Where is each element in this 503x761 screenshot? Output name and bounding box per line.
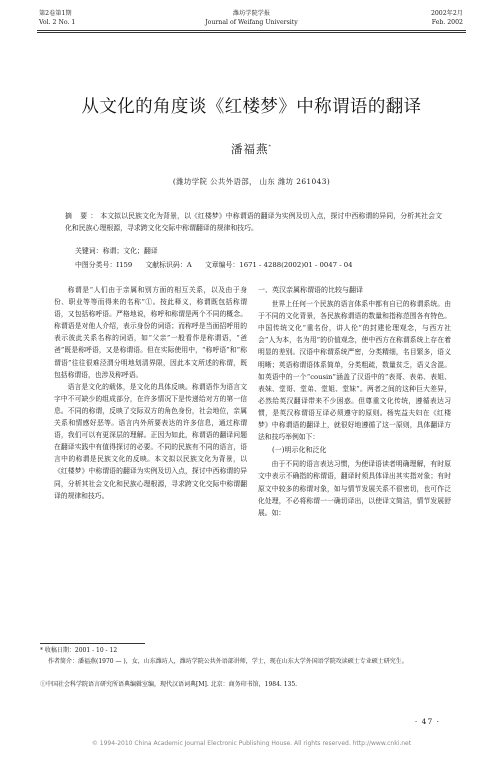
author-name: 潘福燕 <box>231 142 269 156</box>
date-en: Feb. 2002 <box>431 19 463 26</box>
author-affiliation: (潍坊学院 公共外语部， 山东 潍坊 261043) <box>172 177 331 186</box>
journal-name <box>0 9 503 27</box>
abstract <box>65 211 442 234</box>
date-cn: 2002年2月 <box>430 10 463 17</box>
copyright-footer: © 1994-2010 China Academic Journal Electronic Publishing House. All rights reserved. http://www.cnki.net <box>91 740 412 747</box>
paragraph: 由于不同的语言表达习惯，为使译语读者明确理解，有时原文中表示不确指的称谓语，翻译时须具体译出其实指对象；有时原文中较多的称谓对象，如与情节发展关系不很密切，也可作泛化处理，不必将称谓一一确切译出，以使译文简洁，情节发展舒展。如： <box>258 460 451 517</box>
header-rule-bottom <box>37 32 466 33</box>
page-number: · 47 · <box>414 717 440 726</box>
article-id: 文章编号：1671 - 4288(2002)01 - 0047 - 04 <box>204 261 353 269</box>
abstract-label: 摘 要： <box>65 212 101 220</box>
body-column-left <box>54 284 247 502</box>
article-title: 从文化的角度谈《红楼梦》中称谓语的翻译 <box>81 97 422 117</box>
keywords-text: 称谓；文化；翻译 <box>102 247 158 255</box>
body-column-right <box>258 284 451 519</box>
keywords <box>75 246 158 257</box>
paragraph: 语言是文化的载体，是文化的具体反映。称谓语作为语言文字中不可缺少的组成部分，在许多情况下是传递给对方的第一信息。不同的称谓，反映了交际双方的角色身份，社会地位，亲属关系和情感好恶等。语言内外所要表达的许多信息，通过称谓语，我们可以有更深层的理解。正因为如此，称谓语的翻译问题在翻译实践中有值得探讨的必要。不同的民族有不同的语言，语言中的称谓是民族文化的反映。本文拟以民族文化为背景，以《红楼梦》中称谓语的翻译为实例及切入点，探讨中西称谓的异同，分析其社会文化和民族心理根源，寻求跨文化交际中称谓翻译的规律和技巧。 <box>54 382 247 500</box>
volume-issue-en: Vol. 2 No. 1 <box>39 19 76 26</box>
author-footnote-mark: * <box>268 144 272 151</box>
paragraph: 世界上任何一个民族的语言体系中都有自已的称谓系统。由于不同的文化背景，各民族称谓语的数量和指称范围各有特色。中国传统文化“重名份，讲人伦”的封建伦理观念，与西方社会“人为本，名为用”的价值观念，使中西方在称谓系统上存在着明显的差别。汉语中称谓系统严密，分类精细，名目繁多，语义明晰；英语称谓语体系简单，分类粗疏，数量贫乏，语义含混。如英语中的一个“cousin”涵盖了汉语中的“表哥、表弟、表姐、表妹、堂哥、堂弟、堂姐、堂妹”。两者之间的这种巨大差异，必然给英汉翻译带来不少困惑。但尊重文化传统，遵循表达习惯，是英汉称谓语互译必须遵守的原则。杨宪益夫妇在《红楼梦》中称谓语的翻译上，就很好地遵循了这一原则，具体翻译方法和技巧举例如下： <box>258 300 451 442</box>
journal-name-en: Journal of Weifang University <box>205 19 298 26</box>
subsection-heading: (一)明示化和泛化 <box>272 446 327 455</box>
paragraph: 称谓是“人们由于亲属和别方面的相互关系，以及由于身份、职业等等而得来的名称”①。按此释义，称谓既包括称谓语，又包括称呼语。严格地说，称呼和称谓是两个不同的概念。称谓语是对他人介绍，表示身份的词语；而称呼是当面招呼用的表示彼此关系名称的词语，如“父亲”一般看作是称谓语，“爸爸”既是称呼语，又是称谓语。但在实际使用中，“称呼语”和“称谓语”往往很难泾渭分明地划清界限，因此本文所述的称谓，既包括称谓语，也涉及称呼语。 <box>54 286 247 379</box>
journal-name-cn: 潍坊学院学报 <box>232 10 271 17</box>
keywords-label: 关键词： <box>75 247 103 255</box>
volume-issue-cn: 第2卷第1期 <box>39 10 72 17</box>
footnote-rule <box>40 643 145 644</box>
footnote-reference: ①中国社会科学院语言研究所语典编辑室编，现代汉语词典[M]. 北京：商务印书馆，1984. 135. <box>40 681 298 688</box>
journal-date <box>431 9 463 27</box>
footnote-author-intro: 作者简介：潘福燕(1970 — )，女，山东潍坊人，潍坊学院公共外语部讲师，学士，现在山东大学外国语学院攻读硕士专业硕士研究生。 <box>48 658 408 665</box>
clc-number: 中图分类号：I159 <box>75 261 133 269</box>
footnote-received: * 收稿日期：2001 - 10 - 12 <box>40 647 118 654</box>
classification-line <box>75 260 353 271</box>
abstract-text: 本文拟以民族文化为背景，以《红楼梦》中称谓语的翻译为实例及切入点，探讨中西称谓的异同，分析其社会文化和民族心理根源，寻求跨文化交际中称谓翻译的规律和技巧。 <box>65 212 442 232</box>
author-line <box>0 141 503 157</box>
document-code: 文献标识码：A <box>145 261 192 269</box>
section-heading: 一、英汉亲属称谓语的比较与翻译 <box>258 286 363 294</box>
header-rule-top <box>37 30 466 31</box>
